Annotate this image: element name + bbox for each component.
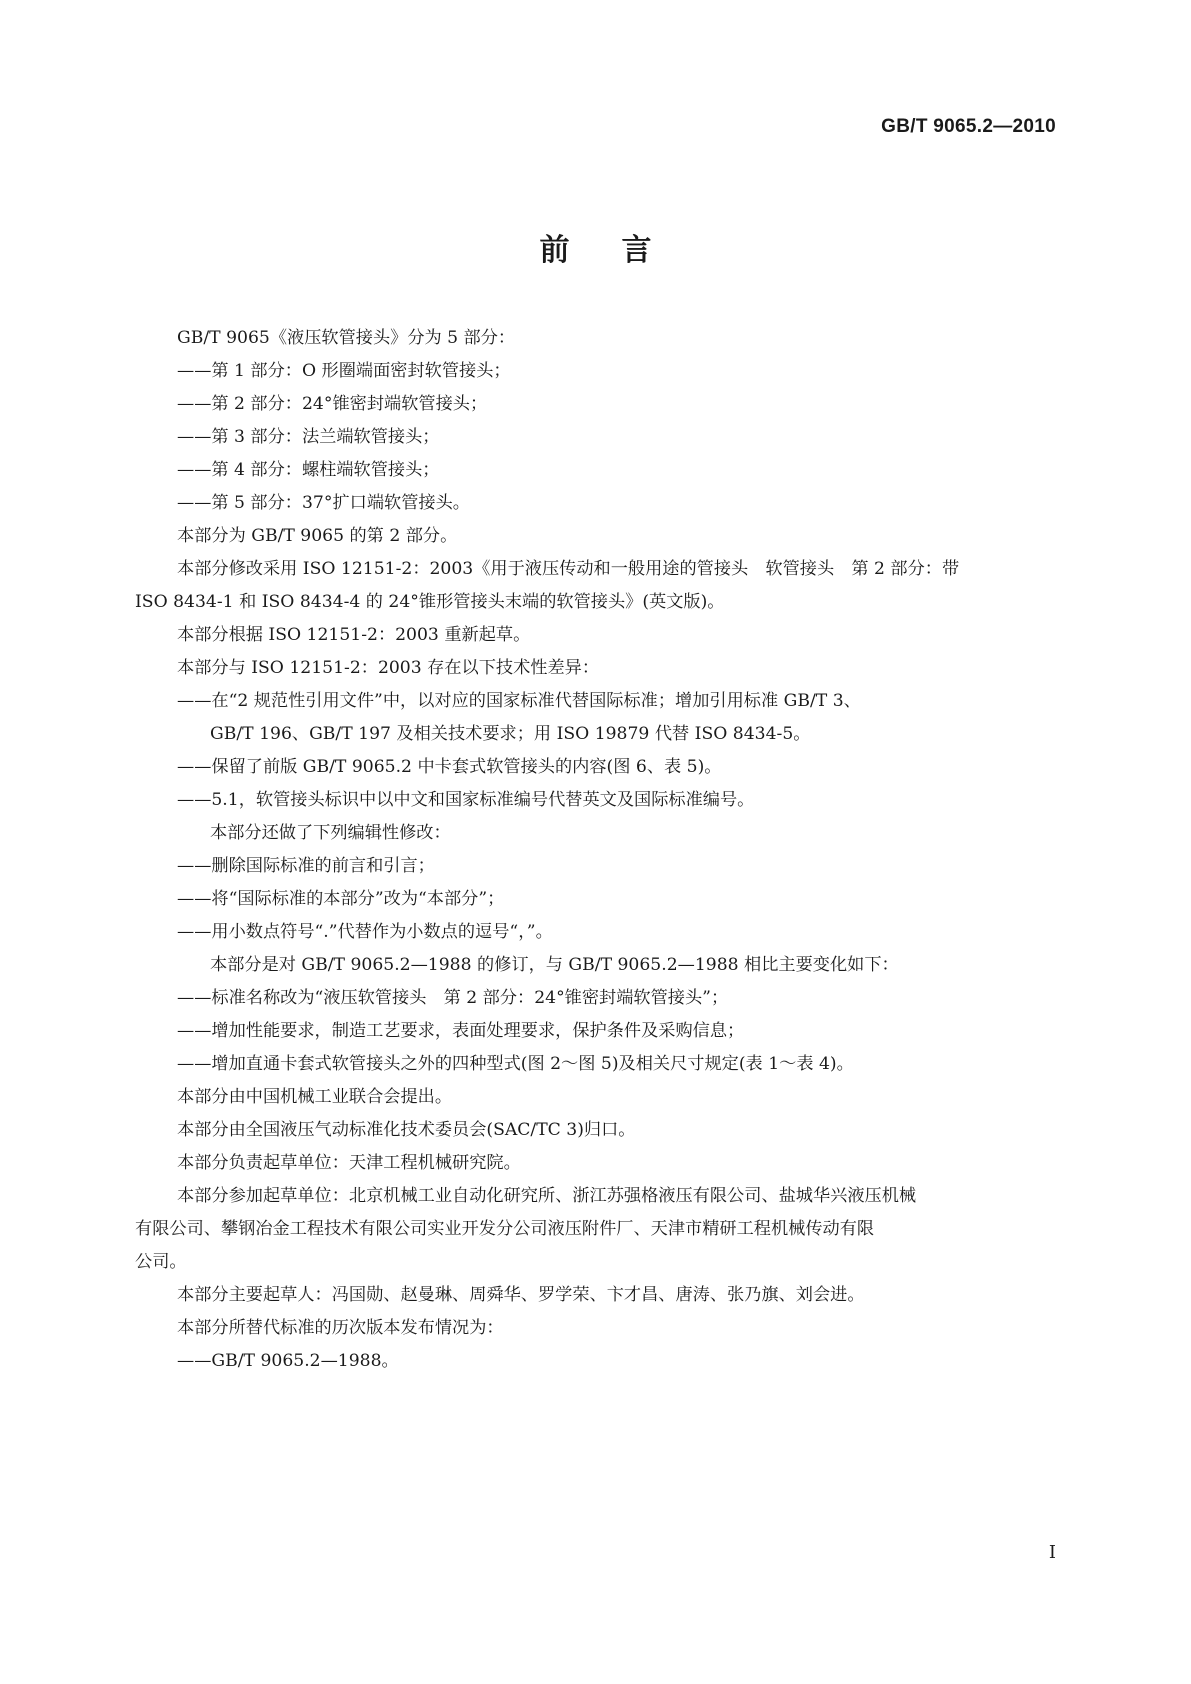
list-item: ——第 3 部分：法兰端软管接头； <box>177 427 440 447</box>
list-item: ——标准名称改为“液压软管接头 第 2 部分：24°锥密封端软管接头”； <box>177 988 729 1008</box>
paragraph-line: 本部分修改采用 ISO 12151-2：2003《用于液压传动和一般用途的管接头 软管接头 第 2 部分：带 <box>177 559 960 579</box>
foreword-body <box>135 322 1056 1378</box>
list-item: ——第 2 部分：24°锥密封端软管接头； <box>177 394 488 414</box>
paragraph-line: 公司。 <box>135 1252 187 1272</box>
page-number: I <box>1048 1542 1056 1563</box>
list-item: ——在“2 规范性引用文件”中，以对应的国家标准代替国际标准；增加引用标准 GB/T 3、 <box>177 691 861 711</box>
list-item: ——第 1 部分：O 形圈端面密封软管接头； <box>177 361 511 381</box>
list-item: ——GB/T 9065.2—1988。 <box>177 1351 399 1371</box>
list-item: ——第 4 部分：螺柱端软管接头； <box>177 460 440 480</box>
page-title: 前言 <box>539 233 704 268</box>
paragraph-line: GB/T 9065《液压软管接头》分为 5 部分： <box>177 328 516 348</box>
list-item: ——将“国际标准的本部分”改为“本部分”； <box>177 889 505 909</box>
paragraph-line: ISO 8434-1 和 ISO 8434-4 的 24°锥形管接头末端的软管接头》(英文版)。 <box>135 592 725 612</box>
paragraph-line: 有限公司、攀钢冶金工程技术有限公司实业开发分公司液压附件厂、天津市精研工程机械传动有限 <box>135 1219 875 1239</box>
paragraph-line: GB/T 196、GB/T 197 及相关技术要求；用 ISO 19879 代替 ISO 8434-5。 <box>210 724 811 744</box>
paragraph-line: 本部分还做了下列编辑性修改： <box>210 823 451 843</box>
paragraph-line: 本部分根据 ISO 12151-2：2003 重新起草。 <box>177 625 531 645</box>
list-item: ——增加直通卡套式软管接头之外的四种型式(图 2～图 5)及相关尺寸规定(表 1～表 4)。 <box>177 1054 854 1074</box>
list-item: ——增加性能要求，制造工艺要求，表面处理要求，保护条件及采购信息； <box>177 1021 745 1041</box>
list-item: ——用小数点符号“.”代替作为小数点的逗号“，”。 <box>177 922 553 942</box>
paragraph-line: 本部分所替代标准的历次版本发布情况为： <box>177 1318 504 1338</box>
paragraph-line: 本部分是对 GB/T 9065.2—1988 的修订，与 GB/T 9065.2—1988 相比主要变化如下： <box>210 955 899 975</box>
paragraph-line: 本部分负责起草单位：天津工程机械研究院。 <box>177 1153 521 1173</box>
list-item: ——第 5 部分：37°扩口端软管接头。 <box>177 493 470 513</box>
paragraph-line: 本部分主要起草人：冯国勋、赵曼琳、周舜华、罗学荣、卞才昌、唐涛、张乃旗、刘会进。 <box>177 1285 865 1305</box>
paragraph-line: 本部分参加起草单位：北京机械工业自动化研究所、浙江苏强格液压有限公司、盐城华兴液压机械 <box>177 1186 917 1206</box>
standard-code: GB/T 9065.2—2010 <box>881 116 1056 137</box>
list-item: ——5.1，软管接头标识中以中文和国家标准编号代替英文及国际标准编号。 <box>177 790 755 810</box>
list-item: ——删除国际标准的前言和引言； <box>177 856 435 876</box>
paragraph-line: 本部分为 GB/T 9065 的第 2 部分。 <box>177 526 458 546</box>
paragraph-line: 本部分由全国液压气动标准化技术委员会(SAC/TC 3)归口。 <box>177 1120 636 1140</box>
paragraph-line: 本部分与 ISO 12151-2：2003 存在以下技术性差异： <box>177 658 600 678</box>
list-item: ——保留了前版 GB/T 9065.2 中卡套式软管接头的内容(图 6、表 5)。 <box>177 757 722 777</box>
paragraph-line: 本部分由中国机械工业联合会提出。 <box>177 1087 453 1107</box>
